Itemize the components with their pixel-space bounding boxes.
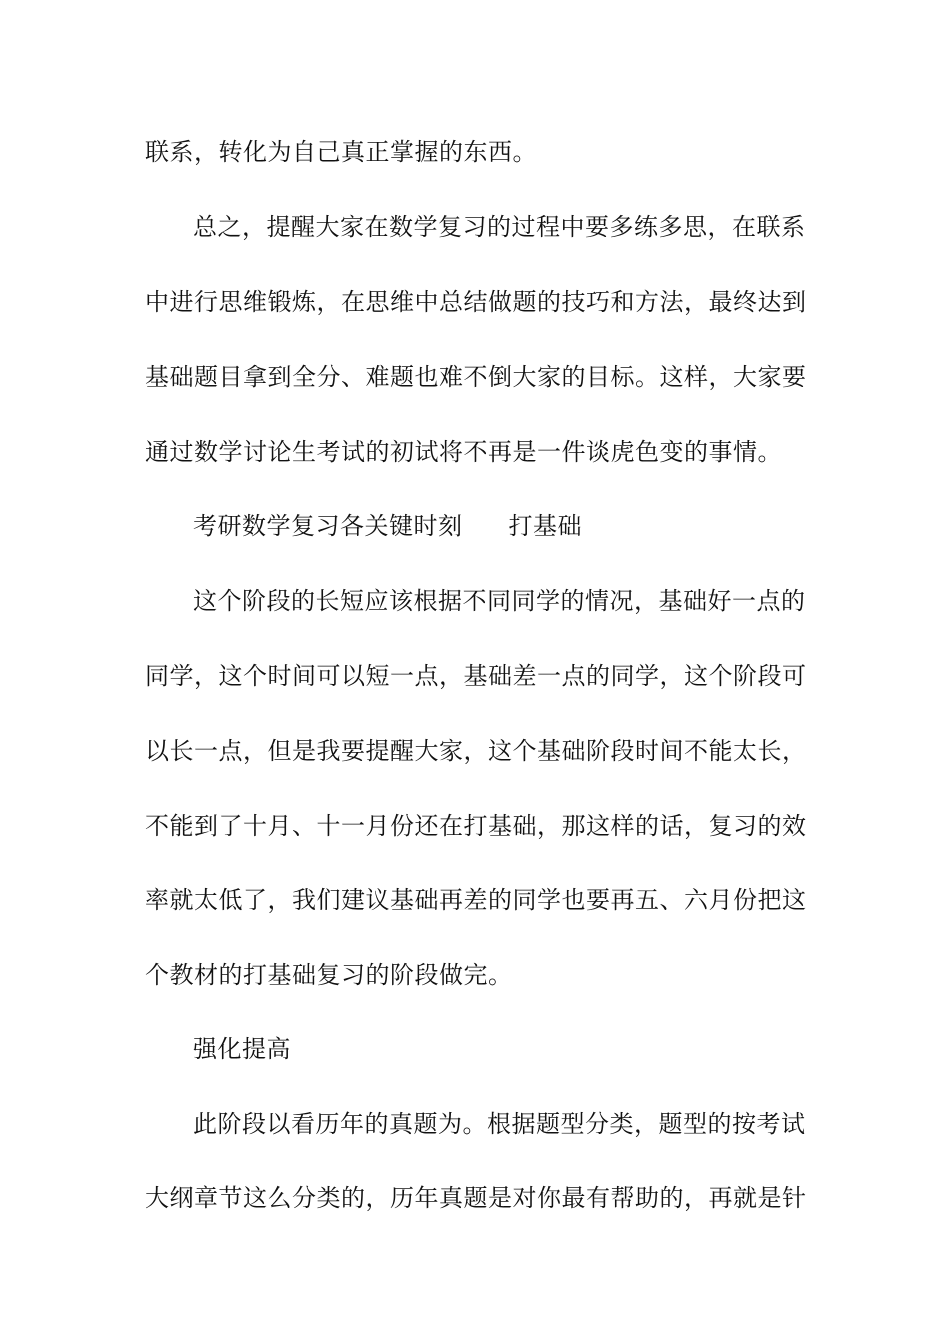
section-heading-main: 考研数学复习各关键时刻 [193,512,463,540]
text-line: 这个阶段的长短应该根据不同同学的情况，基础好一点的 [193,587,806,615]
text-line: 不能到了十月、十一月份还在打基础，那这样的话，复习的效 [145,812,807,840]
text-line: 中进行思维锻炼，在思维中总结做题的技巧和方法，最终达到 [145,288,807,316]
text-line: 以长一点，但是我要提醒大家，这个基础阶段时间不能太长， [145,737,807,765]
text-line: 总之，提醒大家在数学复习的过程中要多练多思，在联系 [193,213,806,241]
text-line: 个教材的打基础复习的阶段做完。 [145,961,513,989]
text-line: 通过数学讨论生考试的初试将不再是一件谈虎色变的事情。 [145,438,782,466]
section-heading [193,511,810,541]
text-line: 基础题目拿到全分、难题也难不倒大家的目标。这样，大家要 [145,363,807,391]
text-line: 大纲章节这么分类的，历年真题是对你最有帮助的，再就是针 [145,1184,807,1212]
section-heading-sub: 打基础 [508,512,582,540]
text-line: 此阶段以看历年的真题为。根据题型分类，题型的按考试 [193,1110,806,1138]
text-line: 率就太低了，我们建议基础再差的同学也要再五、六月份把这 [145,886,807,914]
text-line: 联系，转化为自己真正掌握的东西。 [145,138,537,166]
section-heading: 强化提高 [193,1035,291,1063]
text-line: 同学，这个时间可以短一点，基础差一点的同学，这个阶段可 [145,662,807,690]
